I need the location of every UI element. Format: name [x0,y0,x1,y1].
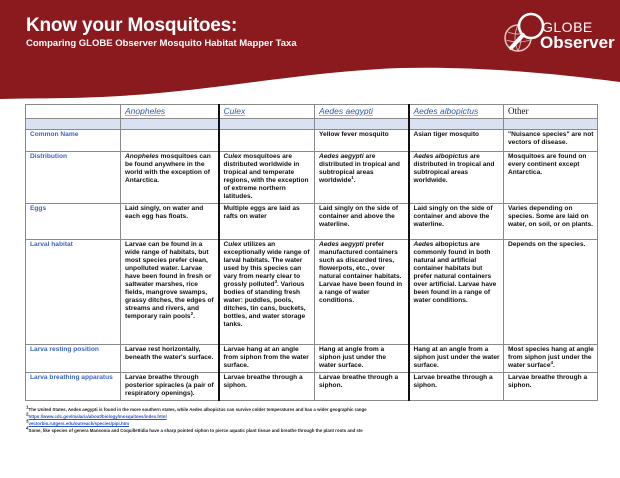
cell-aedes-aegypti: Laid singly on the side of container and above the waterline. [315,204,409,240]
cell-aedes-aegypti: Hang at angle from a siphon just under the water surface. [315,345,409,373]
table-row-common-name [26,130,598,152]
cell-other: Larvae breathe through a siphon. [504,373,598,401]
cell-text-tail: . Various bodies of standing fresh water: puddles, pools, ditches, tin cans, buckets, bottles, and water storage tanks. [223,281,306,328]
cell-text: albopictus are commonly found in both natural and artificial container habitats but prefer natural containers over artificial. Larvae have been found in a range of water conditions. [413,241,497,304]
page-title: Know your Mosquitoes: [26,15,238,36]
cell-culex: Multiple eggs are laid as rafts on water [219,204,315,240]
taxa-comparison-table [25,104,598,401]
cell-aedes-aegypti: Yellow fever mosquito [315,130,409,152]
table-header-row [26,105,598,119]
footnote-text: The United States, Aedes aegypti is found in the more southern states, while Aedes albopictus can survive colder temperatures and has a wider geographic range [28,407,367,412]
footnote-number: 1 [26,404,29,410]
cell-aedes-aegypti [315,240,409,345]
footnote-ref: 2 [190,310,194,316]
cell-other [504,152,598,204]
taxon-name: Aedes [413,241,434,248]
table-row-larval-habitat [26,240,598,345]
footnote-ref: 4 [550,359,554,365]
cell-text: Mosquitoes are found on every continent except Antarctica. [508,153,587,176]
cell-aedes-albopictus: Larvae breathe through a siphon. [409,373,504,401]
row-label: Distribution [26,152,121,204]
taxon-name: Anopheles [125,153,159,160]
footnote-text: Some, like species of genera Mansonia and Coquillettidia have a sharp pointed siphon to pierce aquatic plant tissue and breathe through the plant roots and ste [28,428,363,433]
logo-observer-text: Observer [540,33,615,52]
footnotes [26,406,596,434]
cell-culex: Larvae hang at an angle from siphon from the water surface. [219,345,315,373]
footnote-number: 4 [26,425,29,431]
table-row-eggs [26,204,598,240]
row-label: Common Name [26,130,121,152]
cell-other [504,345,598,373]
taxon-name: Culex [223,241,242,248]
cell-aedes-aegypti: Larvae breathe through a siphon. [315,373,409,401]
cell-text: are distributed in tropical and subtropical areas worldwide [319,153,400,184]
header-band-row [26,119,598,130]
row-label: Larva resting position [26,345,121,373]
page-subtitle: Comparing GLOBE Observer Mosquito Habitat Mapper Taxa [26,38,297,49]
cell-anopheles: Laid singly, on water and each egg has floats. [121,204,219,240]
cell-anopheles [121,130,219,152]
taxon-name: Aedes aegypti [319,241,364,248]
cell-text: Depends on the species. [508,241,586,248]
column-header-aedes-aegypti: Aedes aegypti [315,105,409,119]
table-row-larva-resting-position [26,345,598,373]
footnote-3[interactable] [26,420,596,427]
cell-culex: Larvae breathe through a siphon. [219,373,315,401]
cell-anopheles: Larvae breathe through posterior spiracles (a pair of respiratory openings). [121,373,219,401]
column-header-culex: Culex [219,105,315,119]
cell-anopheles: Larvae rest horizontally, beneath the water's surface. [121,345,219,373]
taxon-name: Aedes aegypti [319,153,364,160]
footnote-link[interactable]: vectorbio.rutgers.edu/outreach/species/pipi.htm [28,421,130,426]
row-label: Eggs [26,204,121,240]
table-row-larva-breathing-apparatus [26,373,598,401]
cell-culex [219,130,315,152]
cell-aedes-albopictus: Asian tiger mosquito [409,130,504,152]
cell-anopheles [121,240,219,345]
footnote-ref: 3 [274,278,277,284]
footnote-1 [26,406,596,413]
footnote-4 [26,427,596,434]
cell-text: mosquitoes can be found anywhere in the world with the exception of Antarctica. [125,153,211,184]
cell-aedes-albopictus [409,152,504,204]
cell-aedes-aegypti [315,152,409,204]
cell-aedes-albopictus [409,240,504,345]
cell-aedes-albopictus: Hang at an angle from a siphon just under the water surface. [409,345,504,373]
cell-culex [219,152,315,204]
cell-other: "Nuisance species" are not vectors of disease. [504,130,598,152]
cell-text: Larvae can be found in a wide range of habitats, but most species prefer clean, unpolluted water. Larvae have been found in fresh or saltwater marshes, rice fields, mangrove swamps, grassy ditches, the edges of streams and rivers, and temporary rain pools [125,241,214,320]
column-header-aedes-albopictus: Aedes albopictus [409,105,504,119]
cell-text: mosquitoes are distributed worldwide in tropical and temperate regions, with the exception of extreme northern latitudes. [223,153,309,200]
footnote-number: 3 [26,418,29,424]
footnote-2[interactable] [26,413,596,420]
cell-text: Most species hang at angle from siphon just under the water surface [508,346,594,369]
cell-other: Varies depending on species. Some are laid on water, on soil, or on plants. [504,204,598,240]
footnote-number: 2 [26,411,29,417]
cell-text-tail: . [193,313,195,320]
cell-text: prefer manufactured containers such as discarded tires, flowerpots, etc., over natural container habitats. Larvae have been found in a range of water conditions. [319,241,403,304]
footnote-ref: 1 [351,174,354,180]
cell-other [504,240,598,345]
cell-aedes-albopictus: Laid singly on the side of container and above the waterline. [409,204,504,240]
taxon-name: Culex [223,153,242,160]
row-label: Larval habitat [26,240,121,345]
cell-text-tail: . [353,177,356,184]
column-header-anopheles: Anopheles [121,105,219,119]
logo-globe-text: GLOBE [542,19,593,35]
table-body [26,130,598,401]
column-header-other: Other [504,105,598,119]
cell-text: are distributed in tropical and subtropical areas worldwide. [413,153,495,184]
column-header-blank [26,105,121,119]
cell-text: utilizes an exceptionally wide range of larval habitats. The water used by this species can vary from nearly clear to grossly polluted [223,241,310,288]
row-label: Larva breathing apparatus [26,373,121,401]
cell-anopheles [121,152,219,204]
cell-text-tail: . [553,362,555,369]
footnote-link[interactable]: https://www.cdc.gov/malaria/about/biology/mosquitoes/index.html [28,414,167,419]
table-row-distribution [26,152,598,204]
cell-culex [219,240,315,345]
taxon-name: Aedes albopictus [413,153,469,160]
